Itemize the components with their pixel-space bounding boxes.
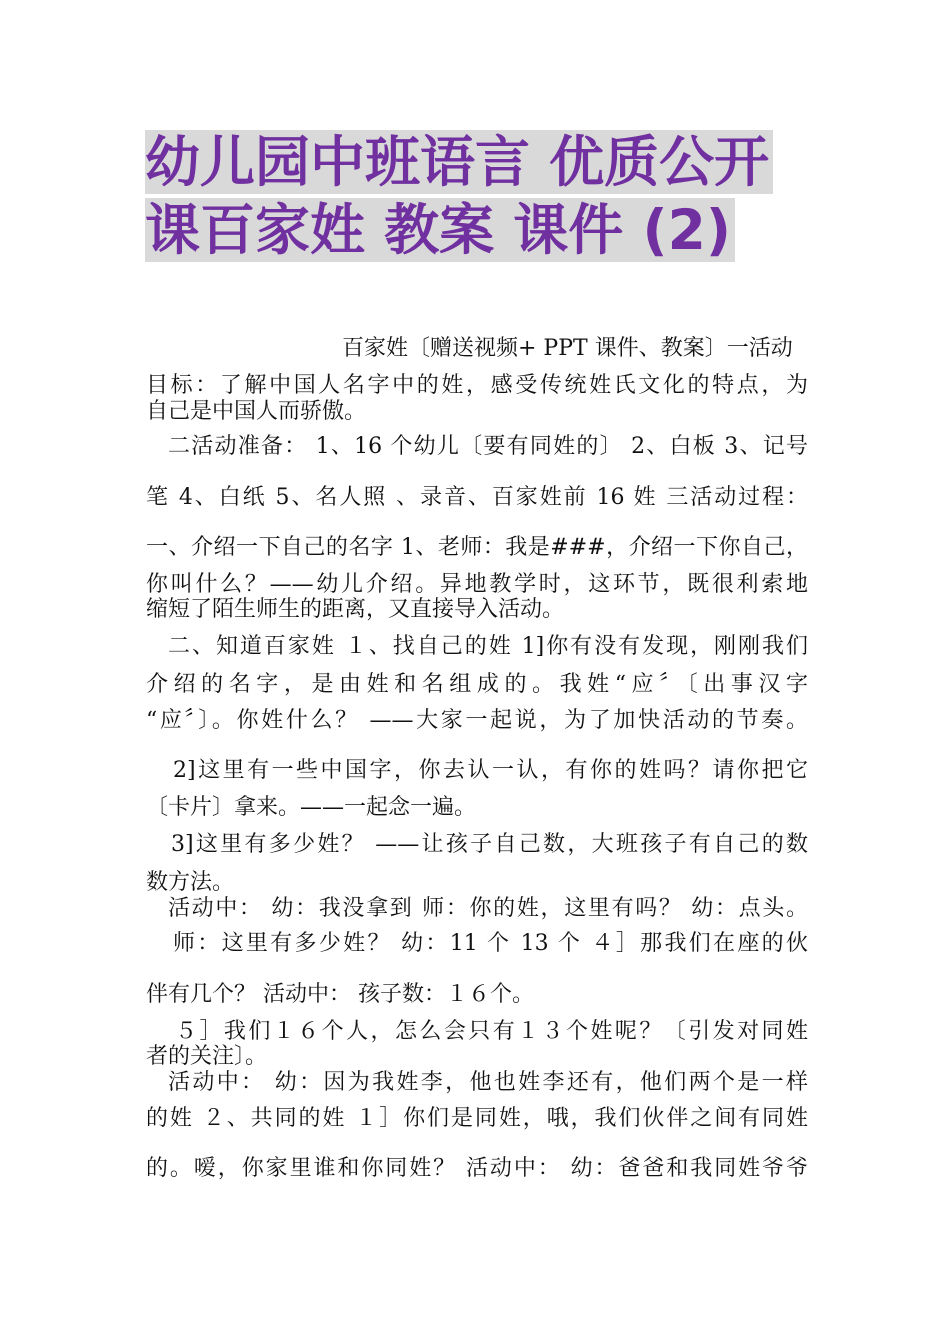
body-line: 的姓 ２、共同的姓 １］你们是同姓，哦，我们伙伴之间有同姓 — [146, 1106, 808, 1131]
body-line: 目标：了解中国人名字中的姓，感受传统姓氏文化的特点，为 — [146, 373, 808, 398]
body-line: 的。嗳，你家里谁和你同姓？ 活动中： 幼：爸爸和我同姓爷爷 — [146, 1156, 808, 1181]
body-line: 活动中： 幼：我没拿到 师：你的姓，这里有吗？ 幼：点头。 — [168, 896, 808, 921]
body-line: 缩短了陌生师生的距离，又直接导入活动。 — [146, 597, 565, 622]
body-line: 二活动准备： 1、16 个幼儿〔要有同姓的〕 2、白板 3、记号 — [168, 434, 808, 459]
body-line: 百家姓〔赠送视频+ PPT 课件、教案〕一活动 — [342, 336, 793, 361]
body-line: 介绍的名字，是由姓和名组成的。我姓“应〞〔出事汉字 — [146, 672, 808, 697]
body-line: “应〞〕。你姓什么？ ——大家一起说，为了加快活动的节奏。 — [146, 708, 808, 733]
body-line: ５］我们１６个人，怎么会只有１３个姓呢？〔引发对同姓 — [175, 1019, 808, 1044]
body-line: 二、知道百家姓 １、找自己的姓 1]你有没有发现，刚刚我们 — [168, 634, 808, 659]
body-line: 笔 4、白纸 5、名人照 、录音、百家姓前 16 姓 三活动过程： — [146, 485, 808, 510]
body-line: 2]这里有一些中国字，你去认一认，有你的姓吗？请你把它 — [173, 758, 808, 783]
body-line: 活动中： 幼：因为我姓李，他也姓李还有，他们两个是一样 — [168, 1070, 808, 1095]
title-line-2: 课百家姓 教案 课件 (2) — [145, 198, 735, 262]
body-line: 数方法。 — [146, 870, 235, 895]
body-line: 者的关注〕。 — [146, 1044, 268, 1069]
body-line: 3]这里有多少姓？ ——让孩子自己数，大班孩子有自己的数 — [171, 832, 808, 857]
body-line: 自己是中国人而骄傲。 — [146, 399, 367, 424]
body-line: 师：这里有多少姓？ 幼：11 个 13 个 ４］那我们在座的伙 — [173, 931, 808, 956]
body-line: 你叫什么？——幼儿介绍。异地教学时，这环节，既很利索地 — [146, 572, 808, 597]
body-line: 伴有几个？ 活动中： 孩子数：１６个。 — [146, 982, 534, 1007]
document-title — [145, 128, 810, 264]
body-line: 〔卡片〕拿来。——一起念一遍。 — [146, 795, 477, 820]
body-line: 一、介绍一下自己的名字 1、老师：我是###，介绍一下你自己， — [146, 535, 808, 560]
title-line-1: 幼儿园中班语言 优质公开 — [145, 130, 773, 194]
